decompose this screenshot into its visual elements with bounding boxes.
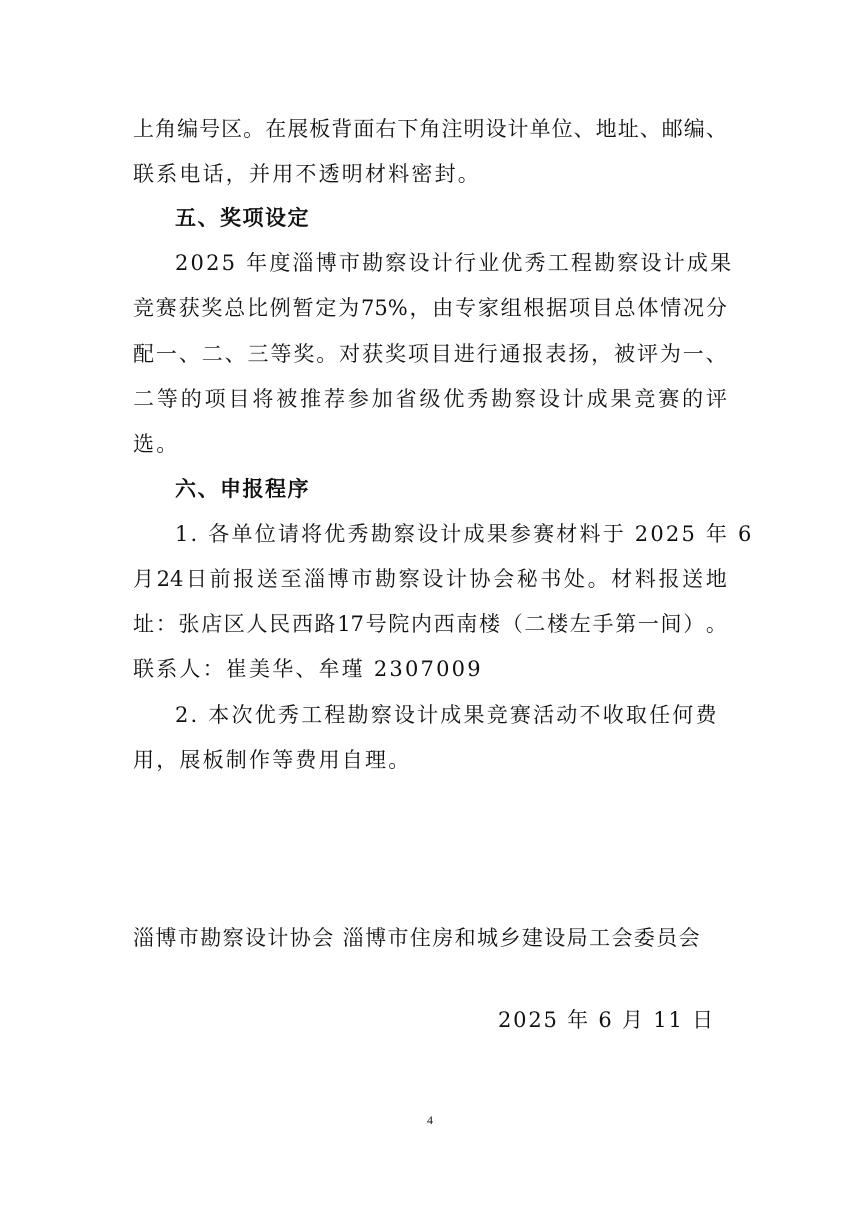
paragraph-line bbox=[133, 564, 727, 594]
issue-date: 2025 年 6 月 11 日 bbox=[498, 1008, 715, 1032]
text-glyph: 目 bbox=[591, 296, 613, 320]
text-glyph: 推 bbox=[300, 387, 322, 411]
text-glyph: （ bbox=[501, 612, 523, 636]
text-glyph: 竞 bbox=[634, 387, 656, 411]
text-glyph: 淄 bbox=[304, 567, 326, 591]
text-glyph: 院 bbox=[388, 612, 410, 636]
text-glyph: ： bbox=[155, 612, 177, 636]
text-glyph: 竞 bbox=[133, 296, 154, 320]
text-glyph: 被 bbox=[614, 342, 636, 366]
text-glyph: 察 bbox=[398, 567, 420, 591]
text-glyph: 店 bbox=[201, 612, 223, 636]
text-glyph: 下 bbox=[397, 117, 419, 141]
text-glyph: 一 bbox=[682, 342, 704, 366]
paragraph-line: 选。 bbox=[133, 432, 180, 456]
text-glyph: 24 bbox=[156, 567, 184, 591]
text-glyph: 总 bbox=[614, 296, 636, 320]
text-glyph: 展 bbox=[287, 117, 309, 141]
text-glyph: 编 bbox=[177, 117, 199, 141]
text-glyph: 上 bbox=[133, 117, 154, 141]
text-glyph: 报 bbox=[522, 342, 544, 366]
text-glyph: 报 bbox=[658, 567, 680, 591]
text-glyph: 配 bbox=[133, 342, 154, 366]
text-glyph: 等 bbox=[270, 342, 292, 366]
text-glyph: 行 bbox=[476, 342, 498, 366]
paragraph-line bbox=[133, 293, 727, 323]
text-glyph: 赛 bbox=[155, 296, 177, 320]
paragraph-line bbox=[133, 114, 727, 144]
text-glyph: 等 bbox=[156, 387, 178, 411]
text-glyph: 博 bbox=[327, 567, 349, 591]
text-glyph: 比 bbox=[246, 296, 268, 320]
paragraph-line: 2025 年度淄博市勘察设计行业优秀工程勘察设计成果 bbox=[175, 251, 734, 275]
text-glyph: 号 bbox=[365, 612, 387, 636]
text-glyph: 赛 bbox=[658, 387, 680, 411]
text-glyph: 前 bbox=[209, 567, 231, 591]
text-glyph: 内 bbox=[410, 612, 432, 636]
text-glyph: 手 bbox=[592, 612, 614, 636]
text-glyph: 设 bbox=[538, 387, 560, 411]
text-glyph: 果 bbox=[610, 387, 632, 411]
section-heading-procedure: 六、申报程序 bbox=[175, 477, 310, 501]
text-glyph: 为 bbox=[338, 296, 360, 320]
text-glyph: 项 bbox=[569, 296, 591, 320]
paragraph-line bbox=[133, 609, 727, 639]
text-glyph: 送 bbox=[256, 567, 278, 591]
text-glyph: 二 bbox=[201, 342, 223, 366]
text-glyph: 区 bbox=[221, 117, 243, 141]
text-glyph: 奖 bbox=[384, 342, 406, 366]
text-glyph: 注 bbox=[441, 117, 463, 141]
paragraph-line: 1. 各单位请将优秀勘察设计成果参赛材料于 2025 年 6 bbox=[175, 522, 754, 546]
text-glyph: 协 bbox=[469, 567, 491, 591]
text-glyph: 南 bbox=[456, 612, 478, 636]
text-glyph: 面 bbox=[353, 117, 375, 141]
paragraph-line bbox=[133, 384, 727, 414]
text-glyph: 书 bbox=[540, 567, 562, 591]
text-glyph: 西 bbox=[291, 612, 313, 636]
text-glyph: ， bbox=[591, 342, 613, 366]
text-glyph: 市 bbox=[351, 567, 373, 591]
text-glyph: 定 bbox=[315, 296, 337, 320]
text-glyph: 荐 bbox=[324, 387, 345, 411]
text-glyph: 目 bbox=[228, 387, 250, 411]
text-glyph: 对 bbox=[339, 342, 361, 366]
text-glyph: 人 bbox=[246, 612, 268, 636]
text-glyph: 在 bbox=[265, 117, 287, 141]
text-glyph: 、 bbox=[573, 117, 595, 141]
text-glyph: 址 bbox=[617, 117, 639, 141]
text-glyph: 由 bbox=[432, 296, 454, 320]
text-glyph: 成 bbox=[586, 387, 608, 411]
text-glyph: 二 bbox=[524, 612, 546, 636]
text-glyph: 左 bbox=[569, 612, 591, 636]
text-glyph: 张 bbox=[178, 612, 200, 636]
text-glyph: 省 bbox=[395, 387, 417, 411]
text-glyph: ） bbox=[683, 612, 705, 636]
text-glyph: 评 bbox=[706, 387, 727, 411]
text-glyph: 分 bbox=[705, 296, 727, 320]
text-glyph: 根 bbox=[523, 296, 545, 320]
text-glyph: 右 bbox=[375, 117, 397, 141]
issuing-organizations: 淄博市勘察设计协会 淄博市住房和城乡建设局工会委员会 bbox=[133, 926, 702, 950]
text-glyph: 情 bbox=[660, 296, 682, 320]
text-glyph: 总 bbox=[224, 296, 246, 320]
text-glyph: 背 bbox=[331, 117, 353, 141]
paragraph-line: 2. 本次优秀工程勘察设计成果竞赛活动不收取任何费 bbox=[175, 703, 719, 727]
text-glyph: 计 bbox=[562, 387, 584, 411]
text-glyph: 。 bbox=[587, 567, 609, 591]
text-glyph: 。 bbox=[316, 342, 338, 366]
text-glyph: 计 bbox=[507, 117, 529, 141]
text-glyph: 角 bbox=[419, 117, 441, 141]
text-glyph: 区 bbox=[223, 612, 245, 636]
text-glyph: 察 bbox=[515, 387, 536, 411]
text-glyph: 的 bbox=[682, 387, 704, 411]
text-glyph: 75% bbox=[360, 296, 408, 320]
text-glyph: 计 bbox=[445, 567, 467, 591]
text-glyph: 西 bbox=[433, 612, 455, 636]
text-glyph: 况 bbox=[683, 296, 705, 320]
text-glyph: 据 bbox=[546, 296, 568, 320]
text-glyph: 例 bbox=[269, 296, 291, 320]
text-glyph: 号 bbox=[199, 117, 221, 141]
text-glyph: 奖 bbox=[201, 296, 223, 320]
page-number: 4 bbox=[427, 1113, 433, 1127]
text-glyph: 勘 bbox=[491, 387, 513, 411]
text-glyph: 勘 bbox=[374, 567, 396, 591]
text-glyph: 。 bbox=[243, 117, 265, 141]
text-glyph: 设 bbox=[422, 567, 444, 591]
text-glyph: 设 bbox=[485, 117, 507, 141]
text-glyph: 址 bbox=[133, 612, 154, 636]
text-glyph: 进 bbox=[453, 342, 475, 366]
paragraph-line: 联系人：崔美华、牟瑾 2307009 bbox=[133, 657, 483, 681]
text-glyph: 明 bbox=[463, 117, 485, 141]
text-glyph: 。 bbox=[705, 612, 727, 636]
text-glyph: 间 bbox=[660, 612, 682, 636]
text-glyph: 加 bbox=[371, 387, 393, 411]
text-glyph: 料 bbox=[634, 567, 656, 591]
text-glyph: 家 bbox=[477, 296, 499, 320]
text-glyph: 邮 bbox=[661, 117, 683, 141]
text-glyph: 三 bbox=[247, 342, 269, 366]
text-glyph: 月 bbox=[133, 567, 154, 591]
text-glyph: 路 bbox=[314, 612, 336, 636]
text-glyph: 地 bbox=[705, 567, 727, 591]
text-glyph: 、 bbox=[705, 342, 727, 366]
text-glyph: 目 bbox=[430, 342, 452, 366]
paragraph-line: 联系电话，并用不透明材料密封。 bbox=[133, 162, 481, 186]
text-glyph: 、 bbox=[178, 342, 200, 366]
text-glyph: 通 bbox=[499, 342, 521, 366]
text-glyph: 民 bbox=[269, 612, 291, 636]
text-glyph: 专 bbox=[455, 296, 477, 320]
text-glyph: 板 bbox=[309, 117, 331, 141]
text-glyph: 送 bbox=[682, 567, 704, 591]
text-glyph: 二 bbox=[133, 387, 154, 411]
text-glyph: 单 bbox=[529, 117, 551, 141]
text-glyph: ， bbox=[409, 296, 431, 320]
paragraph-line: 用，展板制作等费用自理。 bbox=[133, 748, 412, 772]
text-glyph: 一 bbox=[637, 612, 659, 636]
text-glyph: 扬 bbox=[568, 342, 590, 366]
text-glyph: 、 bbox=[224, 342, 246, 366]
text-glyph: 位 bbox=[551, 117, 573, 141]
text-glyph: 参 bbox=[347, 387, 369, 411]
text-glyph: 秘 bbox=[516, 567, 538, 591]
text-glyph: 、 bbox=[705, 117, 727, 141]
text-glyph: 一 bbox=[155, 342, 177, 366]
text-glyph: 楼 bbox=[547, 612, 569, 636]
text-glyph: 表 bbox=[545, 342, 567, 366]
text-glyph: 编 bbox=[683, 117, 705, 141]
text-glyph: 级 bbox=[419, 387, 441, 411]
text-glyph: 为 bbox=[659, 342, 681, 366]
text-glyph: 、 bbox=[639, 117, 661, 141]
text-glyph: 项 bbox=[204, 387, 226, 411]
text-glyph: 奖 bbox=[293, 342, 315, 366]
text-glyph: 获 bbox=[362, 342, 384, 366]
text-glyph: 优 bbox=[443, 387, 465, 411]
paragraph-line bbox=[133, 339, 727, 369]
text-glyph: 日 bbox=[185, 567, 207, 591]
text-glyph: 至 bbox=[280, 567, 302, 591]
text-glyph: 被 bbox=[276, 387, 298, 411]
text-glyph: 会 bbox=[493, 567, 515, 591]
text-glyph: 暂 bbox=[292, 296, 314, 320]
text-glyph: 处 bbox=[563, 567, 585, 591]
text-glyph: 组 bbox=[500, 296, 522, 320]
text-glyph: 将 bbox=[252, 387, 274, 411]
section-heading-awards: 五、奖项设定 bbox=[175, 206, 310, 230]
text-glyph: 体 bbox=[637, 296, 659, 320]
text-glyph: 第 bbox=[615, 612, 637, 636]
text-glyph: 17 bbox=[337, 612, 364, 636]
text-glyph: 秀 bbox=[467, 387, 489, 411]
text-glyph: 获 bbox=[178, 296, 200, 320]
text-glyph: 项 bbox=[407, 342, 429, 366]
text-glyph: 楼 bbox=[479, 612, 501, 636]
text-glyph: 的 bbox=[180, 387, 202, 411]
text-glyph: 角 bbox=[155, 117, 177, 141]
text-glyph: 材 bbox=[611, 567, 633, 591]
text-glyph: 地 bbox=[595, 117, 617, 141]
text-glyph: 评 bbox=[636, 342, 658, 366]
text-glyph: 报 bbox=[233, 567, 255, 591]
